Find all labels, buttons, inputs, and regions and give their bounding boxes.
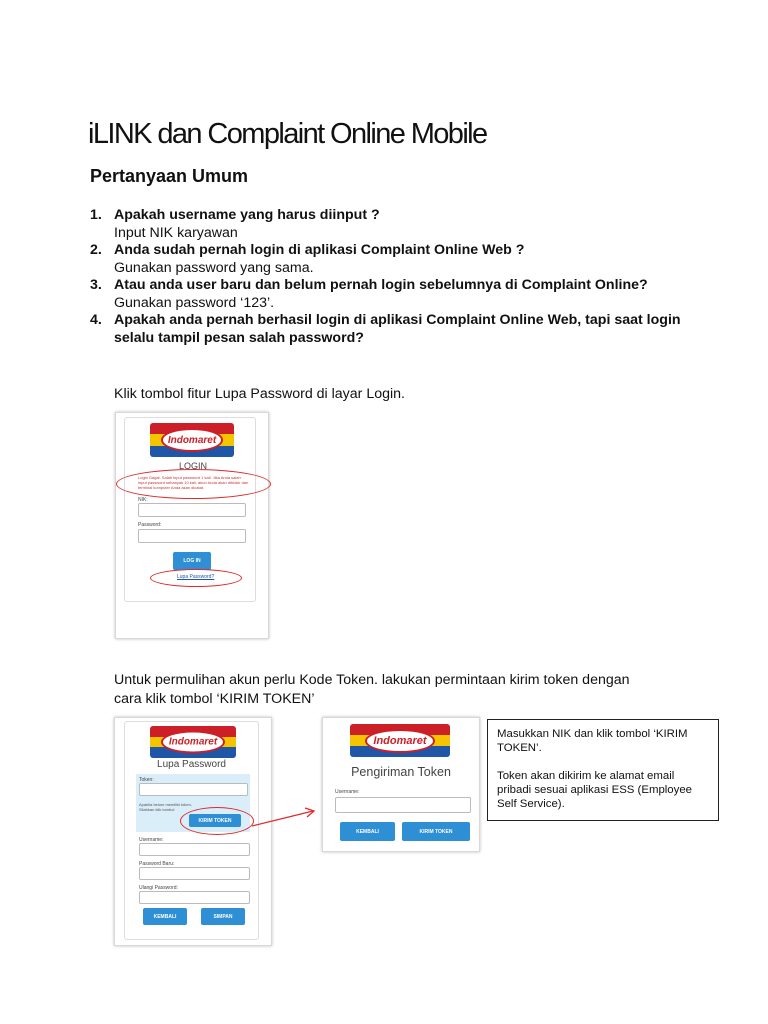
faq-item-4 bbox=[90, 312, 700, 347]
highlight-ellipse bbox=[116, 469, 271, 499]
forgot-password-screenshot bbox=[114, 717, 272, 946]
instruction-note-box bbox=[487, 719, 719, 821]
indomaret-logo bbox=[150, 423, 234, 457]
nik-input[interactable] bbox=[138, 503, 246, 517]
password-label: Password: bbox=[138, 522, 162, 528]
new-password-label: Password Baru: bbox=[139, 861, 175, 867]
arrow-connector bbox=[250, 805, 322, 831]
login-title: LOGIN bbox=[178, 461, 207, 471]
token-label: Token: bbox=[139, 777, 154, 783]
note-line-2: Token akan dikirim ke alamat email pribadi sesuai aplikasi ESS (Employee Self Service). bbox=[497, 770, 693, 810]
page-title: iLINK dan Complaint Online Mobile bbox=[88, 118, 487, 150]
send-token-button[interactable]: KIRIM TOKEN bbox=[189, 814, 241, 827]
password-input[interactable] bbox=[138, 529, 246, 543]
instruction-paragraph-2-line2: cara klik tombol ‘KIRIM TOKEN’ bbox=[114, 691, 315, 707]
save-button[interactable]: SIMPAN bbox=[201, 908, 245, 925]
nik-label: NIK: bbox=[138, 497, 148, 503]
repeat-password-label: Ulangi Password: bbox=[139, 885, 178, 891]
token-input[interactable] bbox=[139, 783, 248, 796]
logo-text: Indomaret bbox=[161, 731, 225, 754]
username-label: Username: bbox=[335, 789, 360, 795]
logo-text: Indomaret bbox=[161, 428, 223, 452]
login-error-message: Login Gagal. Salah input password 1 kali. Jika Anda salah input password sebanyak 10 kali, akun Anda akan diblokir dan terminal komputer Anda akan dicatat. bbox=[138, 475, 249, 490]
forgot-password-link[interactable]: Lupa Password? bbox=[177, 574, 215, 580]
username-input[interactable] bbox=[139, 843, 250, 856]
logo-text: Indomaret bbox=[365, 729, 435, 753]
new-password-input[interactable] bbox=[139, 867, 250, 880]
instruction-paragraph-1: Klik tombol fitur Lupa Password di layar Login. bbox=[114, 386, 405, 402]
faq-item-1 bbox=[90, 207, 700, 242]
faq-question: Atau anda user baru dan belum pernah login sebelumnya di Complaint Online? bbox=[114, 277, 648, 293]
faq-answer: Gunakan password ‘123’. bbox=[114, 294, 275, 311]
faq-list bbox=[90, 207, 700, 347]
faq-answer: Input NIK karyawan bbox=[114, 224, 238, 241]
faq-item-2 bbox=[90, 242, 700, 277]
highlight-ellipse bbox=[150, 569, 242, 587]
forgot-title: Lupa Password bbox=[157, 759, 226, 770]
faq-number: 4. bbox=[90, 312, 102, 328]
section-heading: Pertanyaan Umum bbox=[90, 166, 249, 186]
token-hint: Apabila belum memiliki token, Silahkan klik tombol bbox=[139, 802, 192, 812]
username-label: Username: bbox=[139, 837, 164, 843]
faq-answer: Gunakan password yang sama. bbox=[114, 259, 314, 276]
indomaret-logo bbox=[150, 726, 236, 758]
indomaret-logo bbox=[350, 724, 450, 757]
faq-number: 1. bbox=[90, 207, 102, 223]
back-button[interactable]: KEMBALI bbox=[143, 908, 187, 925]
send-token-button[interactable]: KIRIM TOKEN bbox=[402, 822, 470, 841]
highlight-ellipse bbox=[180, 807, 254, 835]
faq-question: Apakah anda pernah berhasil login di aplikasi Complaint Online Web, tapi saat login selalu tampil pesan salah password? bbox=[114, 312, 681, 346]
faq-number: 3. bbox=[90, 277, 102, 293]
username-input[interactable] bbox=[335, 797, 471, 813]
faq-item-3 bbox=[90, 277, 700, 312]
instruction-paragraph-2-line1: Untuk permulihan akun perlu Kode Token. lakukan permintaan kirim token dengan bbox=[114, 672, 630, 688]
note-line-1: Masukkan NIK dan klik tombol ‘KIRIM TOKEN’. bbox=[497, 728, 688, 754]
token-screen-title: Pengiriman Token bbox=[351, 765, 451, 779]
faq-question: Apakah username yang harus diinput ? bbox=[114, 207, 380, 223]
token-request-screenshot bbox=[322, 717, 480, 852]
back-button[interactable]: KEMBALI bbox=[340, 822, 395, 841]
login-button[interactable]: LOG IN bbox=[173, 552, 211, 570]
repeat-password-input[interactable] bbox=[139, 891, 250, 904]
faq-number: 2. bbox=[90, 242, 102, 258]
faq-question: Anda sudah pernah login di aplikasi Complaint Online Web ? bbox=[114, 242, 525, 258]
login-screenshot bbox=[115, 412, 269, 639]
